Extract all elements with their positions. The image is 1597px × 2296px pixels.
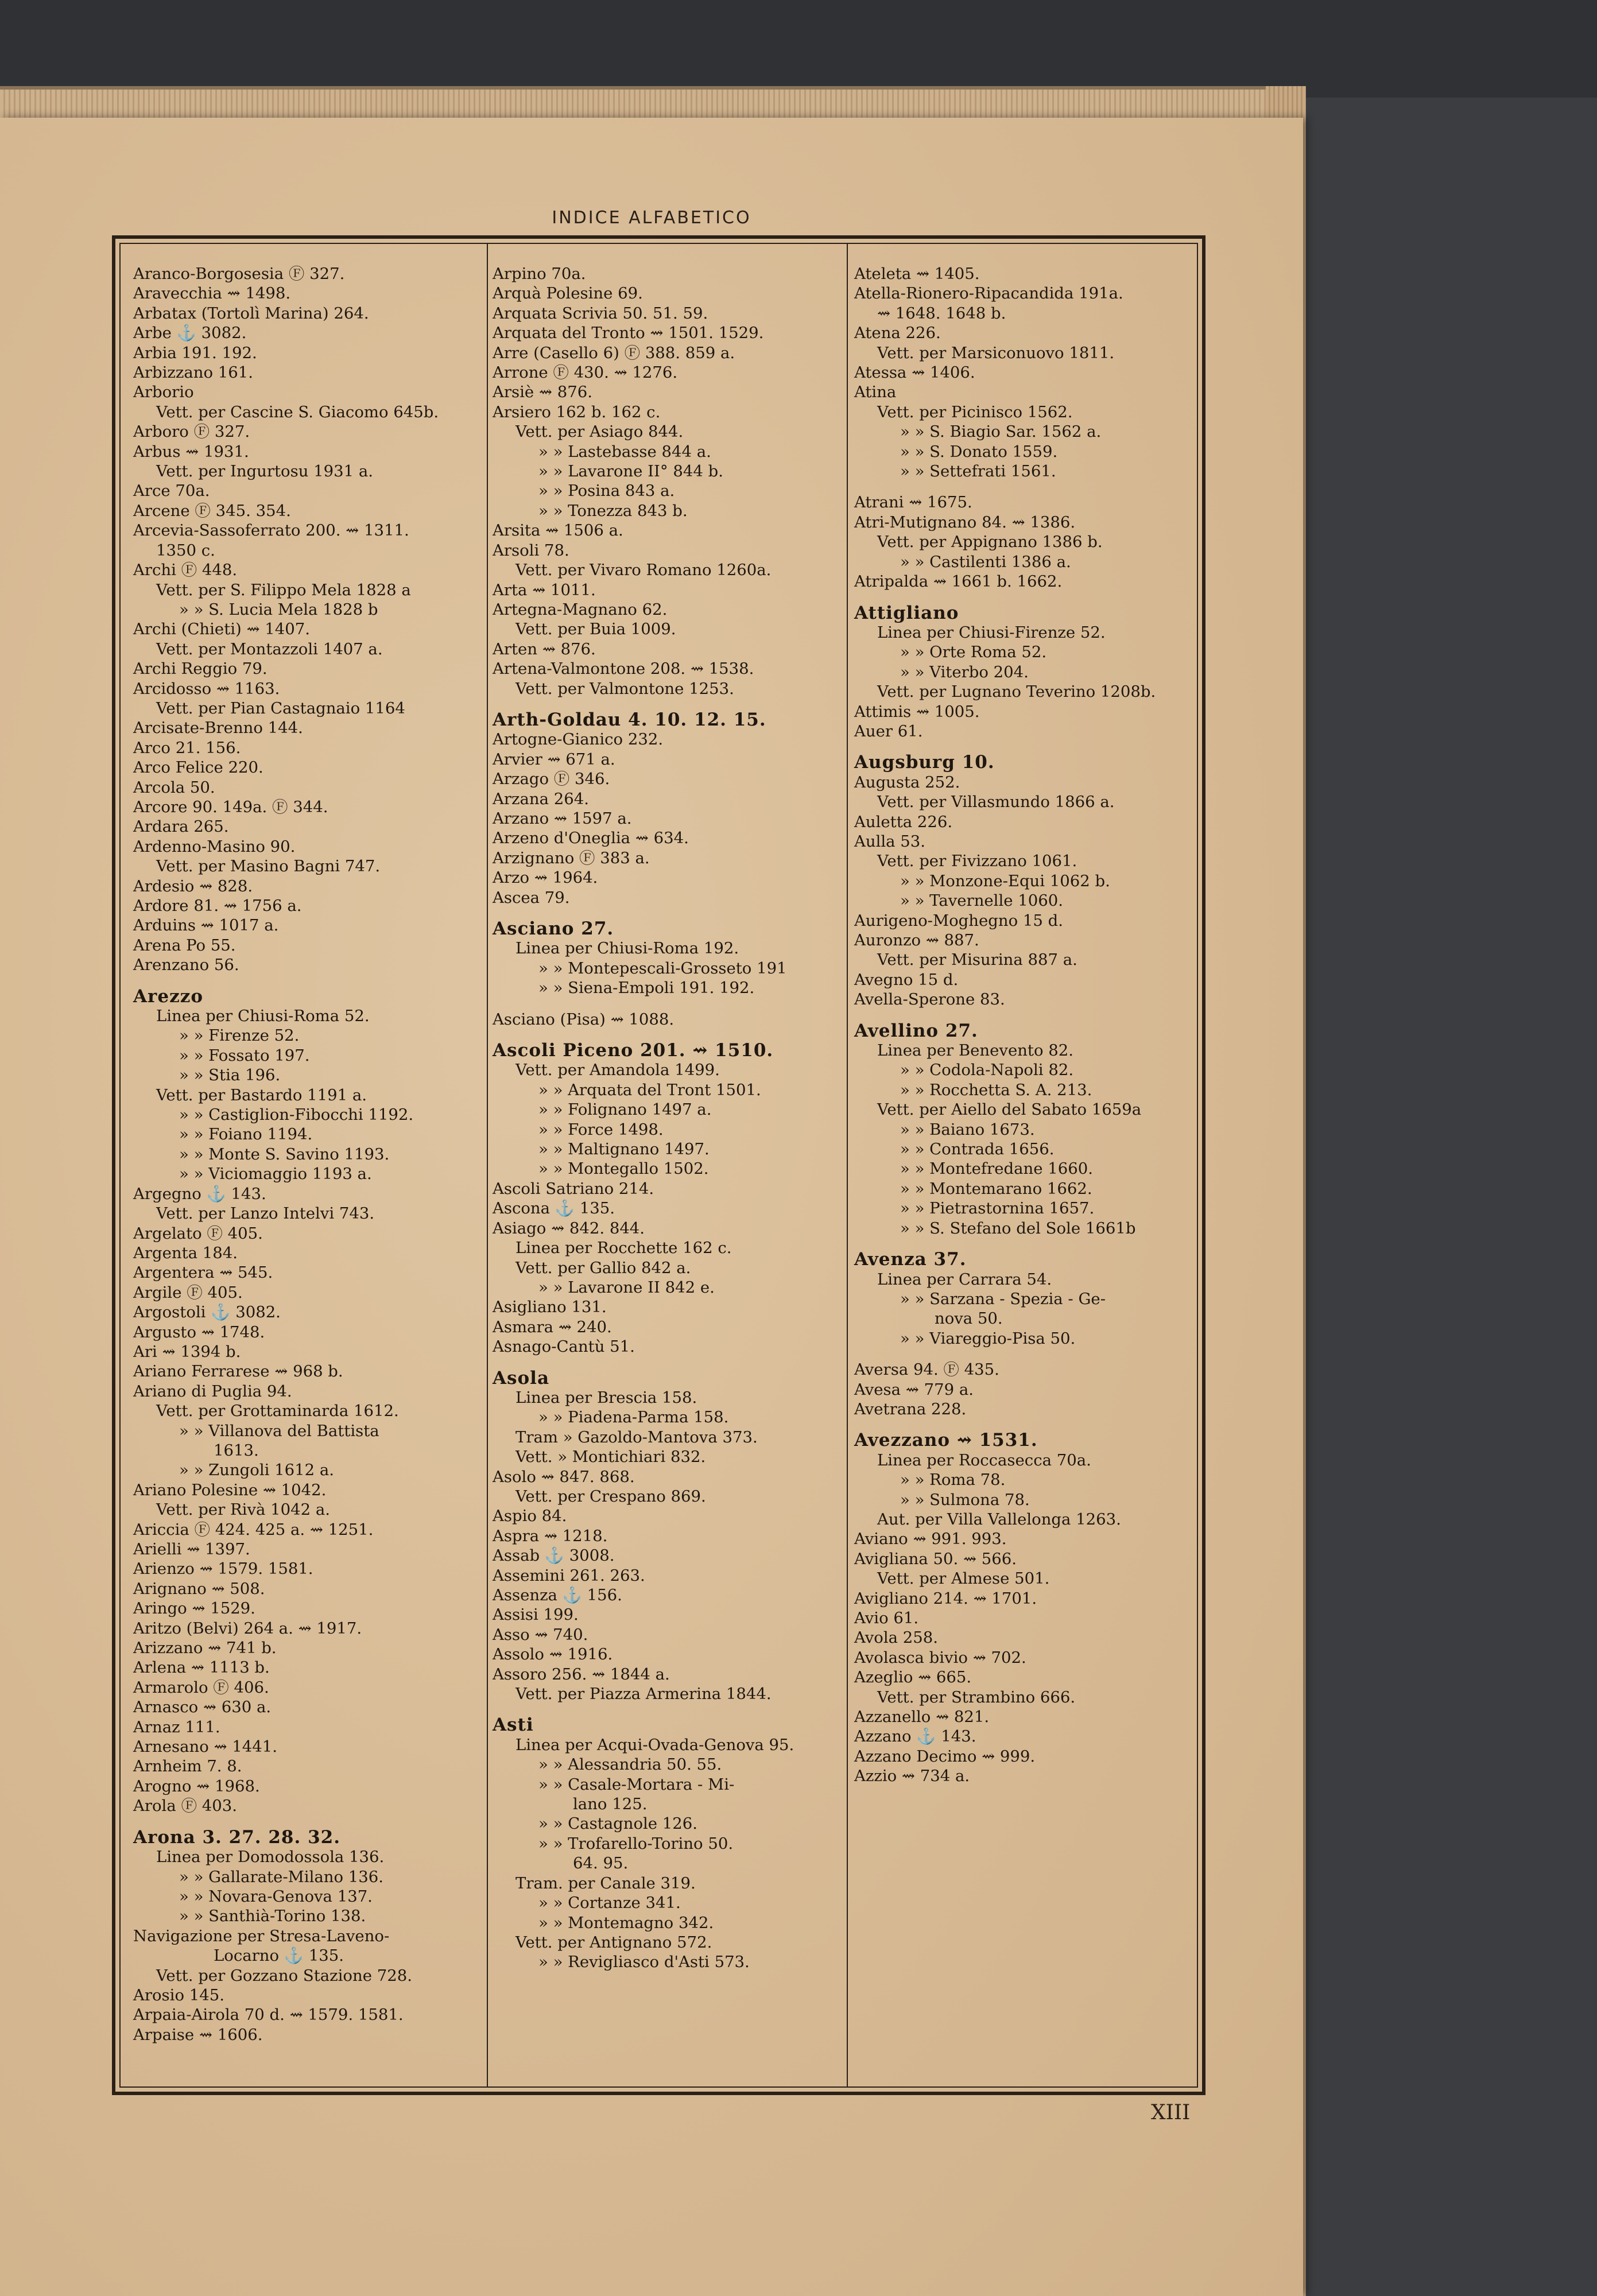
index-entry: Vett. per Grottaminarda 1612. — [156, 1402, 399, 1421]
index-heading: Attigliano — [854, 602, 959, 623]
index-heading: Avenza 37. — [854, 1249, 967, 1270]
index-entry: Linea per Chiusi-Roma 52. — [156, 1007, 370, 1026]
index-column-1 — [133, 264, 478, 2045]
index-entry: » » Castagnole 126. — [538, 1814, 698, 1833]
index-entry: » » Orte Roma 52. — [900, 643, 1047, 662]
index-entry: Vett. per Valmontone 1253. — [515, 679, 734, 698]
index-entry: Azzano Decimo ⇝ 999. — [854, 1747, 1036, 1766]
index-entry: » » Posina 843 a. — [538, 482, 675, 501]
index-entry: Archi Ⓕ 448. — [133, 561, 238, 580]
index-entry: » » Revigliasco d'Asti 573. — [538, 1953, 750, 1972]
index-entry: Avesa ⇝ 779 a. — [854, 1380, 974, 1399]
index-entry: » » Viciomaggio 1193 a. — [179, 1165, 372, 1184]
index-entry: Assoro 256. ⇝ 1844 a. — [493, 1665, 670, 1684]
index-entry: Arcisate-Brenno 144. — [133, 719, 303, 738]
index-entry: Vett. per S. Filippo Mela 1828 a — [156, 580, 411, 599]
index-entry: Arnesano ⇝ 1441. — [133, 1737, 278, 1756]
index-entry: Artogne-Gianico 232. — [493, 730, 664, 749]
index-entry: Arsiero 162 b. 162 c. — [493, 402, 661, 421]
entry-spacer — [133, 1816, 478, 1828]
index-entry: Atina — [854, 383, 897, 402]
index-entry: Arcene Ⓕ 345. 354. — [133, 501, 291, 520]
index-entry: Arlena ⇝ 1113 b. — [133, 1658, 270, 1677]
index-entry: » » Sulmona 78. — [900, 1490, 1030, 1509]
index-entry: Vett. per Piazza Armerina 1844. — [515, 1685, 772, 1704]
index-entry: Atripalda ⇝ 1661 b. 1662. — [854, 572, 1063, 591]
index-entry: » » Pietrastornina 1657. — [900, 1199, 1095, 1218]
index-entry: » » Trofarello-Torino 50. — [538, 1834, 734, 1853]
index-entry: Aversa 94. Ⓕ 435. — [854, 1360, 999, 1379]
index-entry: Arcola 50. — [133, 778, 215, 797]
index-entry: Ardore 81. ⇝ 1756 a. — [133, 897, 302, 915]
index-entry: » » Monzone-Equi 1062 b. — [900, 871, 1110, 890]
index-entry: Tram. per Canale 319. — [515, 1874, 696, 1892]
entry-spacer — [854, 741, 1199, 753]
index-entry: Argostoli ⚓ 3082. — [133, 1303, 281, 1322]
index-entry: Avigliana 50. ⇝ 566. — [854, 1549, 1017, 1568]
index-entry: » » Tavernelle 1060. — [900, 891, 1064, 910]
index-entry: Aringo ⇝ 1529. — [133, 1599, 255, 1618]
index-entry: Vett. per Buia 1009. — [515, 620, 676, 639]
index-entry: » » Rocchetta S. A. 213. — [900, 1080, 1092, 1099]
index-entry: Vett. » Montichiari 832. — [515, 1448, 706, 1467]
index-entry: Asolo ⇝ 847. 868. — [493, 1467, 635, 1486]
index-entry: Arizzano ⇝ 741 b. — [133, 1639, 277, 1658]
index-entry: Ardara 265. — [133, 817, 229, 836]
index-entry: Tram » Gazoldo-Mantova 373. — [515, 1428, 758, 1446]
entry-spacer — [854, 1010, 1199, 1021]
index-entry: Linea per Carrara 54. — [877, 1270, 1052, 1289]
index-entry: Vett. per Lugnano Teverino 1208b. — [877, 682, 1156, 701]
index-entry: Vett. per Ingurtosu 1931 a. — [156, 462, 374, 481]
index-entry: » » Montegallo 1502. — [538, 1159, 709, 1178]
index-entry: Arrone Ⓕ 430. ⇝ 1276. — [493, 363, 678, 382]
index-entry: » » Codola-Napoli 82. — [900, 1061, 1074, 1080]
index-entry: Azzio ⇝ 734 a. — [854, 1767, 970, 1786]
index-entry: Atri-Mutignano 84. ⇝ 1386. — [854, 513, 1076, 532]
index-entry: 1350 c. — [156, 541, 215, 560]
index-entry: Atessa ⇝ 1406. — [854, 363, 975, 382]
index-entry: Azeglio ⇝ 665. — [854, 1668, 972, 1687]
entry-spacer — [854, 1238, 1199, 1250]
index-entry: Arpino 70a. — [493, 265, 586, 283]
index-entry: Aranco-Borgosesia Ⓕ 327. — [133, 265, 345, 283]
index-entry: Arsiè ⇝ 876. — [493, 383, 592, 402]
index-entry: Vett. per Amandola 1499. — [515, 1061, 720, 1080]
index-entry: » » Force 1498. — [538, 1120, 664, 1139]
index-entry: Arzano ⇝ 1597 a. — [493, 809, 632, 828]
index-entry: Aurigeno-Moghegno 15 d. — [854, 911, 1063, 930]
index-entry: Azzanello ⇝ 821. — [854, 1708, 990, 1727]
index-entry: Arsoli 78. — [493, 541, 569, 560]
index-entry: Asmara ⇝ 240. — [493, 1317, 612, 1336]
index-entry: Arborio — [133, 383, 194, 402]
index-entry: » » Stia 196. — [179, 1066, 281, 1085]
index-entry: Linea per Roccasecca 70a. — [877, 1450, 1091, 1469]
index-entry: Avegno 15 d. — [854, 970, 959, 989]
index-entry: Vett. per Pian Castagnaio 1164 — [156, 699, 405, 718]
index-entry: Aravecchia ⇝ 1498. — [133, 284, 291, 303]
index-entry: » » Casale-Mortara - Mi- — [538, 1775, 735, 1794]
index-entry: » » Maltignano 1497. — [538, 1140, 710, 1159]
index-heading: Asciano 27. — [493, 918, 614, 939]
index-entry: Assolo ⇝ 1916. — [493, 1645, 613, 1664]
index-entry: Assisi 199. — [493, 1605, 579, 1624]
index-entry: Ariano Ferrarese ⇝ 968 b. — [133, 1362, 343, 1381]
index-entry: 1613. — [214, 1441, 259, 1460]
index-entry: Arbia 191. 192. — [133, 343, 257, 362]
index-entry: Attimis ⇝ 1005. — [854, 702, 980, 721]
index-entry: » » Lastebasse 844 a. — [538, 442, 711, 461]
index-entry: Arienzo ⇝ 1579. 1581. — [133, 1560, 313, 1578]
index-entry: Arignano ⇝ 508. — [133, 1579, 265, 1598]
index-entry: Vett. per Asiago 844. — [515, 422, 684, 441]
index-entry: Arnasco ⇝ 630 a. — [133, 1698, 272, 1717]
index-entry: Arboro Ⓕ 327. — [133, 422, 250, 441]
index-entry: Linea per Acqui-Ovada-Genova 95. — [515, 1735, 794, 1754]
index-heading: Arth-Goldau 4. 10. 12. 15. — [493, 709, 766, 730]
index-heading: Avezzano ⇝ 1531. — [854, 1430, 1038, 1451]
index-entry: » » Lavarone II 842 e. — [538, 1278, 715, 1297]
index-entry: » » Montemagno 342. — [538, 1913, 714, 1932]
index-entry: » » Firenze 52. — [179, 1026, 300, 1045]
index-entry: Arnheim 7. 8. — [133, 1757, 242, 1776]
index-heading: Augsburg 10. — [854, 752, 995, 773]
index-entry: Aspra ⇝ 1218. — [493, 1526, 608, 1545]
index-entry: Asnago-Cantù 51. — [493, 1337, 635, 1356]
index-entry: Ardenno-Masino 90. — [133, 837, 296, 856]
page-header-title: INDICE ALFABETICO — [552, 208, 751, 228]
index-entry: » » Villanova del Battista — [179, 1421, 379, 1440]
index-entry: Auronzo ⇝ 887. — [854, 931, 979, 949]
index-entry: » » Montemarano 1662. — [900, 1179, 1092, 1198]
entry-spacer — [493, 1357, 837, 1368]
index-entry: Vett. per Montazzoli 1407 a. — [156, 639, 383, 658]
index-entry: Avigliano 214. ⇝ 1701. — [854, 1589, 1037, 1608]
index-entry: Arcevia-Sassoferrato 200. ⇝ 1311. — [133, 521, 409, 540]
index-entry: Vett. per Cascine S. Giacomo 645b. — [156, 402, 439, 421]
index-entry: Arquata Scrivia 50. 51. 59. — [493, 304, 708, 323]
index-entry: » » Gallarate-Milano 136. — [179, 1867, 384, 1886]
index-entry: Avio 61. — [854, 1609, 919, 1627]
index-entry: Vett. per Lanzo Intelvi 743. — [156, 1204, 375, 1223]
index-entry: Vett. per Fivizzano 1061. — [877, 852, 1077, 871]
index-entry: Linea per Domodossola 136. — [156, 1848, 385, 1867]
index-entry: Arzo ⇝ 1964. — [493, 868, 598, 887]
index-heading: Arezzo — [133, 986, 203, 1007]
index-entry: Arcore 90. 149a. Ⓕ 344. — [133, 797, 328, 816]
index-entry: » » Fossato 197. — [179, 1046, 310, 1065]
index-entry: Ardesio ⇝ 828. — [133, 876, 253, 895]
index-entry: ⇝ 1648. 1648 b. — [877, 304, 1006, 323]
index-entry: Aspio 84. — [493, 1507, 567, 1526]
index-entry: Atrani ⇝ 1675. — [854, 493, 972, 512]
index-entry: Arquata del Tronto ⇝ 1501. 1529. — [493, 324, 764, 343]
index-entry: Arce 70a. — [133, 482, 210, 501]
index-column-3 — [854, 264, 1199, 1786]
index-entry: Arosio 145. — [133, 1985, 224, 2004]
index-entry: Augusta 252. — [854, 773, 960, 792]
index-entry: Arco Felice 220. — [133, 758, 263, 777]
index-entry: » » S. Donato 1559. — [900, 442, 1058, 461]
index-entry: Vett. per Bastardo 1191 a. — [156, 1085, 367, 1104]
entry-spacer — [854, 1419, 1199, 1430]
index-entry: » » Siena-Empoli 191. 192. — [538, 979, 755, 998]
index-entry: Asiago ⇝ 842. 844. — [493, 1219, 645, 1238]
page-number: XIII — [1151, 2101, 1191, 2124]
index-entry: Asso ⇝ 740. — [493, 1625, 588, 1644]
index-entry: Arielli ⇝ 1397. — [133, 1540, 250, 1558]
index-heading: Arona 3. 27. 28. 32. — [133, 1826, 341, 1848]
index-entry: Vett. per Picinisco 1562. — [877, 402, 1073, 421]
entry-spacer — [493, 1029, 837, 1041]
column-divider-2 — [847, 244, 848, 2086]
index-entry: Argusto ⇝ 1748. — [133, 1322, 265, 1341]
index-entry: Arbizzano 161. — [133, 363, 254, 382]
index-entry: Arzeno d'Oneglia ⇝ 634. — [493, 829, 689, 848]
index-entry: Arola Ⓕ 403. — [133, 1797, 237, 1816]
index-entry: Arnaz 111. — [133, 1717, 220, 1736]
index-heading: Asola — [493, 1367, 550, 1389]
index-entry: Asigliano 131. — [493, 1298, 607, 1317]
index-entry: Linea per Benevento 82. — [877, 1041, 1074, 1060]
entry-spacer — [854, 1348, 1199, 1360]
index-entry: Assenza ⚓ 156. — [493, 1586, 622, 1604]
index-entry: » » Zungoli 1612 a. — [179, 1461, 335, 1480]
index-entry: Arquà Polesine 69. — [493, 284, 643, 303]
index-entry: Vett. per Villasmundo 1866 a. — [877, 793, 1115, 812]
index-entry: » » Castiglion-Fibocchi 1192. — [179, 1106, 414, 1124]
index-entry: Auletta 226. — [854, 812, 953, 831]
index-entry: » » Baiano 1673. — [900, 1120, 1035, 1139]
index-entry: » » Foiano 1194. — [179, 1125, 313, 1144]
index-entry: Avolasca bivio ⇝ 702. — [854, 1648, 1026, 1667]
backdrop — [0, 0, 1597, 98]
index-entry: Argelato Ⓕ 405. — [133, 1224, 263, 1243]
index-entry: Arbe ⚓ 3082. — [133, 324, 247, 343]
index-entry: Atena 226. — [854, 324, 941, 343]
index-entry: Assab ⚓ 3008. — [493, 1546, 615, 1565]
index-entry: Ariano di Puglia 94. — [133, 1382, 292, 1401]
index-entry: Arenzano 56. — [133, 956, 239, 975]
entry-spacer — [493, 699, 837, 710]
index-entry: Avella-Sperone 83. — [854, 990, 1005, 1009]
index-entry: Vett. per Marsiconuovo 1811. — [877, 343, 1115, 362]
index-entry: Argentera ⇝ 545. — [133, 1263, 273, 1282]
index-entry: Argile Ⓕ 405. — [133, 1283, 243, 1302]
index-entry: » » Contrada 1656. — [900, 1140, 1055, 1159]
index-entry: Arten ⇝ 876. — [493, 639, 596, 658]
column-divider-1 — [487, 244, 488, 2086]
index-entry: Arbatax (Tortolì Marina) 264. — [133, 304, 369, 323]
index-entry: » » Lavarone II° 844 b. — [538, 462, 723, 481]
index-entry: Vett. per Antignano 572. — [515, 1933, 712, 1952]
index-entry: Avetrana 228. — [854, 1399, 967, 1418]
index-entry: Ascona ⚓ 135. — [493, 1199, 615, 1218]
index-entry: lano 125. — [573, 1795, 648, 1814]
index-entry: Ari ⇝ 1394 b. — [133, 1342, 241, 1361]
index-entry: Arzago Ⓕ 346. — [493, 770, 610, 789]
index-entry: » » Monte S. Savino 1193. — [179, 1145, 390, 1163]
index-entry: Aritzo (Belvi) 264 a. ⇝ 1917. — [133, 1619, 362, 1638]
index-entry: » » Castilenti 1386 a. — [900, 552, 1071, 571]
index-entry: Armarolo Ⓕ 406. — [133, 1678, 269, 1697]
index-entry: Azzano ⚓ 143. — [854, 1727, 976, 1746]
index-entry: Atella-Rionero-Ripacandida 191a. — [854, 284, 1123, 303]
index-entry: Ariccia Ⓕ 424. 425 a. ⇝ 1251. — [133, 1520, 374, 1539]
index-entry: Vett. per Vivaro Romano 1260a. — [515, 561, 772, 580]
index-entry: Vett. per Rivà 1042 a. — [156, 1500, 330, 1519]
index-entry: Vett. per Gozzano Stazione 728. — [156, 1966, 412, 1985]
index-entry: Assemini 261. 263. — [493, 1566, 645, 1585]
entry-spacer — [493, 998, 837, 1010]
index-entry: Asciano (Pisa) ⇝ 1088. — [493, 1010, 675, 1029]
index-entry: Arvier ⇝ 671 a. — [493, 750, 615, 769]
index-entry: Arpaise ⇝ 1606. — [133, 2025, 263, 2044]
index-entry: nova 50. — [935, 1309, 1003, 1328]
index-entry: » » Alessandria 50. 55. — [538, 1755, 722, 1774]
index-entry: Arduins ⇝ 1017 a. — [133, 916, 279, 935]
index-entry: » » Viterbo 204. — [900, 662, 1029, 681]
index-entry: Aulla 53. — [854, 832, 926, 851]
index-entry: » » Sarzana - Spezia - Ge- — [900, 1289, 1106, 1308]
entry-spacer — [493, 907, 837, 919]
index-entry: Vett. per Strambino 666. — [877, 1688, 1076, 1707]
index-heading: Ascoli Piceno 201. ⇝ 1510. — [493, 1040, 774, 1061]
index-entry: » » Tonezza 843 b. — [538, 501, 688, 520]
index-entry: Arcidosso ⇝ 1163. — [133, 679, 280, 698]
index-entry: » » Piadena-Parma 158. — [538, 1408, 729, 1427]
index-entry: Linea per Brescia 158. — [515, 1388, 697, 1407]
index-entry: » » S. Lucia Mela 1828 b — [179, 600, 378, 619]
index-entry: Vett. per Masino Bagni 747. — [156, 857, 381, 876]
index-entry: Argegno ⚓ 143. — [133, 1184, 266, 1203]
index-entry: Argenta 184. — [133, 1243, 238, 1262]
index-heading: Avellino 27. — [854, 1020, 978, 1041]
index-entry: Ateleta ⇝ 1405. — [854, 265, 980, 283]
index-entry: Ascoli Satriano 214. — [493, 1179, 654, 1198]
index-entry: Vett. per Crespano 869. — [515, 1487, 706, 1506]
index-entry: Linea per Rocchette 162 c. — [515, 1239, 732, 1258]
index-entry: Aut. per Villa Vallelonga 1263. — [877, 1510, 1121, 1529]
index-entry: » » Settefrati 1561. — [900, 462, 1056, 481]
entry-spacer — [493, 1704, 837, 1715]
index-entry: » » Roma 78. — [900, 1471, 1006, 1490]
index-entry: Vett. per Aiello del Sabato 1659a — [877, 1100, 1142, 1119]
index-entry: » » Santhià-Torino 138. — [179, 1907, 366, 1926]
index-entry: » » S. Stefano del Sole 1661b — [900, 1219, 1136, 1238]
index-entry: Locarno ⚓ 135. — [214, 1946, 344, 1965]
index-entry: Arbus ⇝ 1931. — [133, 442, 249, 461]
index-entry: Vett. per Gallio 842 a. — [515, 1258, 691, 1277]
index-entry: » » S. Biagio Sar. 1562 a. — [900, 422, 1102, 441]
index-heading: Asti — [493, 1715, 534, 1736]
index-entry: Auer 61. — [854, 722, 923, 740]
index-entry: Arpaia-Airola 70 d. ⇝ 1579. 1581. — [133, 2006, 404, 2024]
index-entry: Avola 258. — [854, 1628, 938, 1647]
index-entry: » » Folignano 1497 a. — [538, 1100, 712, 1119]
index-entry: Arsita ⇝ 1506 a. — [493, 521, 623, 540]
index-entry: Linea per Chiusi-Firenze 52. — [877, 623, 1106, 642]
index-entry: » » Montepescali-Grosseto 191 — [538, 959, 787, 978]
index-entry: » » Arquata del Tront 1501. — [538, 1080, 761, 1099]
index-entry: Vett. per Almese 501. — [877, 1569, 1050, 1588]
index-entry: Arzana 264. — [493, 789, 589, 808]
index-entry: » » Montefredane 1660. — [900, 1159, 1093, 1178]
index-entry: Artegna-Magnano 62. — [493, 600, 668, 619]
index-entry: Arta ⇝ 1011. — [493, 580, 596, 599]
index-entry: Artena-Valmontone 208. ⇝ 1538. — [493, 660, 754, 678]
index-entry: » » Cortanze 341. — [538, 1894, 681, 1913]
index-entry: Navigazione per Stresa-Laveno- — [133, 1926, 390, 1945]
index-entry: Linea per Chiusi-Roma 192. — [515, 939, 739, 958]
index-entry: » » Novara-Genova 137. — [179, 1887, 373, 1906]
index-entry: Ascea 79. — [493, 888, 570, 907]
index-entry: Aviano ⇝ 991. 993. — [854, 1530, 1007, 1549]
index-entry: 64. 95. — [573, 1854, 629, 1873]
index-entry: Archi (Chieti) ⇝ 1407. — [133, 620, 311, 639]
entry-spacer — [854, 592, 1199, 603]
index-column-2 — [493, 264, 837, 1972]
index-entry: Arena Po 55. — [133, 936, 236, 955]
index-entry: Arzignano Ⓕ 383 a. — [493, 848, 650, 867]
index-entry: Vett. per Appignano 1386 b. — [877, 533, 1103, 552]
index-entry: Arre (Casello 6) Ⓕ 388. 859 a. — [493, 343, 735, 362]
index-entry: Arogno ⇝ 1968. — [133, 1777, 260, 1795]
index-entry: » » Viareggio-Pisa 50. — [900, 1329, 1076, 1348]
entry-spacer — [854, 481, 1199, 492]
entry-spacer — [133, 975, 478, 987]
index-entry: Vett. per Misurina 887 a. — [877, 951, 1077, 969]
index-entry: Arco 21. 156. — [133, 738, 241, 757]
index-entry: Archi Reggio 79. — [133, 660, 268, 678]
index-entry: Ariano Polesine ⇝ 1042. — [133, 1480, 327, 1499]
